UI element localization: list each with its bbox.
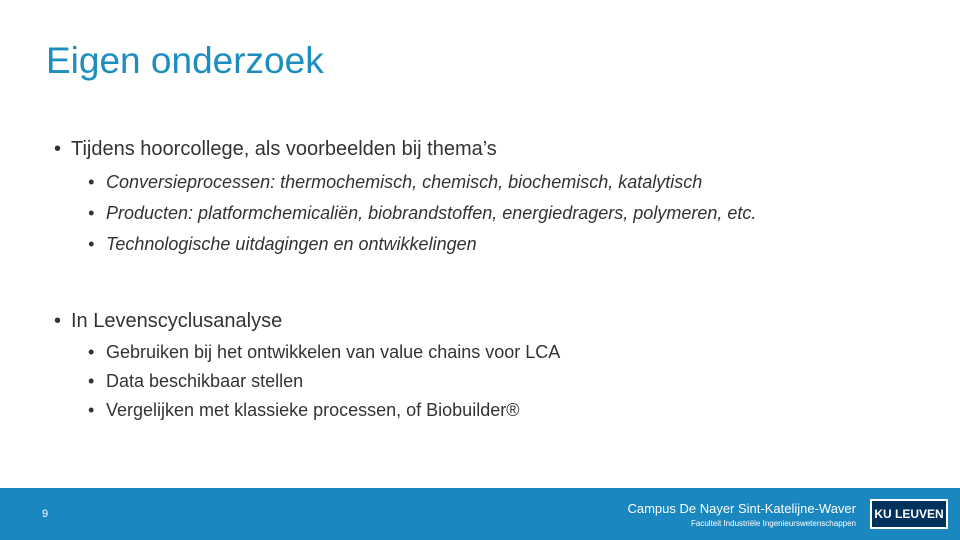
bullet-dot-icon: • — [88, 172, 95, 192]
page-number: 9 — [42, 508, 49, 520]
bullet-level2 — [88, 342, 560, 363]
bullet-level2 — [88, 234, 477, 255]
slide-title: Eigen onderzoek — [46, 40, 324, 81]
ku-leuven-logo: KU LEUVEN — [870, 499, 948, 529]
bullet-level2 — [88, 172, 702, 193]
footer-bar — [0, 488, 960, 540]
bullet-text: Technologische uitdagingen en ontwikkelingen — [106, 234, 477, 254]
bullet-dot-icon: • — [88, 203, 95, 223]
bullet-dot-icon: • — [88, 400, 95, 420]
bullet-text: Conversieprocessen: thermochemisch, chemisch, biochemisch, katalytisch — [106, 172, 703, 192]
bullet-level1 — [54, 310, 282, 333]
bullet-dot-icon: • — [88, 371, 95, 391]
bullet-dot-icon: • — [88, 342, 95, 362]
bullet-dot-icon: • — [88, 234, 95, 254]
bullet-text: Data beschikbaar stellen — [106, 371, 304, 391]
bullet-level2 — [88, 400, 519, 421]
bullet-text: Tijdens hoorcollege, als voorbeelden bij thema’s — [71, 138, 497, 160]
bullet-level2 — [88, 203, 756, 224]
bullet-text: Vergelijken met klassieke processen, of Biobuilder® — [106, 400, 520, 420]
bullet-text: Gebruiken bij het ontwikkelen van value chains voor LCA — [106, 342, 561, 362]
bullet-text: In Levenscyclusanalyse — [71, 310, 283, 332]
bullet-text: Producten: platformchemicaliën, biobrandstoffen, energiedragers, polymeren, etc. — [106, 203, 757, 223]
bullet-level2 — [88, 371, 303, 392]
bullet-dot-icon: • — [54, 310, 62, 332]
campus-name: Campus De Nayer Sint-Katelijne-Waver — [627, 501, 856, 516]
bullet-dot-icon: • — [54, 138, 62, 160]
bullet-level1 — [54, 138, 497, 161]
faculty-name: Faculteit Industriële Ingenieurswetenschappen — [691, 519, 856, 528]
